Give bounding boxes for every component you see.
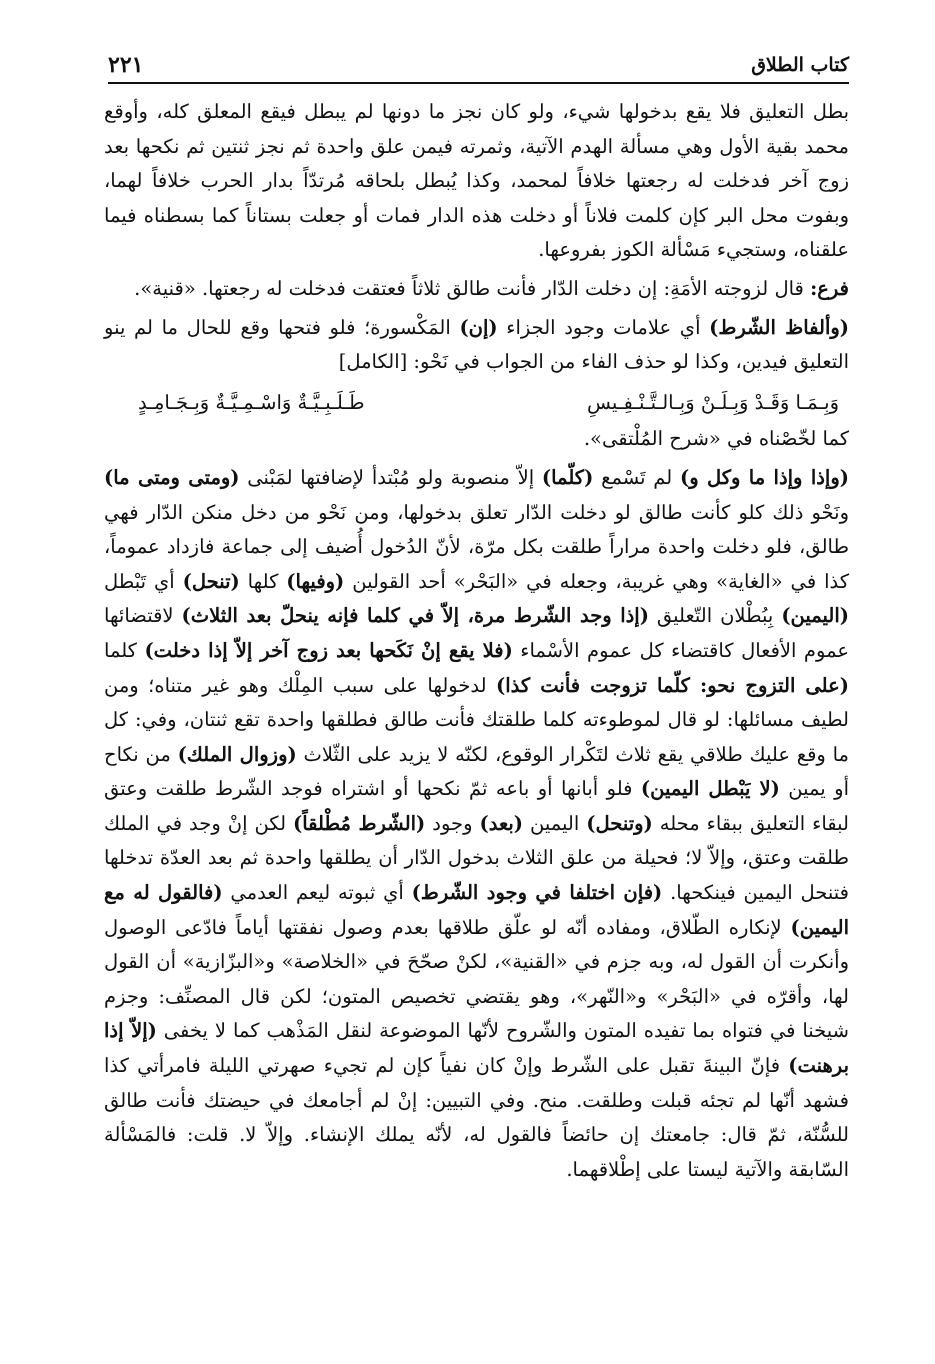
matn-phrase: (وإذا وإذا ما وكل و) bbox=[679, 465, 849, 489]
sharh-text: إلاّ منصوبة ولو مُبْتدأ لإضافتها لمَبْنى bbox=[239, 465, 542, 489]
paragraph-far3 bbox=[104, 272, 849, 307]
matn-phrase: (بعد) bbox=[479, 811, 524, 835]
page-body bbox=[104, 95, 849, 1187]
far3-text: قال لزوجته الأمَةِ: إن دخلت الدّار فأنت طالق ثلاثاً فعتقت فدخلت له رجعتها. «قنية». bbox=[134, 276, 811, 300]
sharh-text: لإنكاره الطّلاق، ومفاده أنّه لو علّق طلاقها بعدم وصول نفقتها أياماً فادّعى الوصول وأنكرت أن القول له، وبه جزم في «القنية»، لكنْ صحّحَ في «الخلاصة» و«البزّازية» أن القول لها، وأقرّه في «البَحْر» و«النّهر»، وهو يقتضي تخصيص المتون؛ لكن قال المصنِّف: وجزم شيخنا في فتواه بما تفيده المتون والشّروح لأنّها الموضوعة لنقل المَذْهب كما لا يخفى bbox=[104, 915, 849, 1043]
matn-phrase: (تنحل) bbox=[182, 569, 240, 593]
paragraph-shart bbox=[104, 311, 849, 380]
sharh-text: لاقتضائها عموم الأفعال كاقتضاء كل عموم الأسْماء bbox=[104, 604, 849, 662]
sharh-text: من نكاح أو يمين bbox=[104, 742, 849, 801]
sharh-text: ونَحْو ذلك كلو كأنت طالق لو دخلت الدّار تعلق بدخولها، ومن نَحْو من دخل منكن الدّار فهي طالق، فلو دخلت واحدة مراراً طلقت بكل مرّة، لأنّ الدُخول أُضيف إلى جماعة فازداد عموماً، كذا في «الغاية» وهي غريبة، وجعله في «البَحْر» أحد القولين bbox=[104, 500, 850, 593]
verse-first-hemistich: طَـلَـبِـيَّـةٌ وَاسْـمِـيَّـةٌ وَبِـجَـامِـدٍ bbox=[138, 390, 365, 414]
paragraph-continuation: بطل التعليق فلا يقع بدخولها شيء، ولو كان نجز ما دونها لم يبطل فيقع المعلق كله، وأوقع محمد بقية الأول وهي مسألة الهدم الآتية، وثمرته فيمن علق واحدة ثم نجز ثنتين ثم نكحها بعد زوج آخر فدخلت له رجعتها خلافاً لمحمد، وكذا يُبطل بلحاقه مُرتدّاً بدار الحرب خلافاً لهما، وبفوت محل البر كإن كلمت فلاناً أو دخلت هذه الدار فمات أو جعلت بستاناً كما بسطناه فيما علقناه، وستجيء مَسْألة الكوز بفروعها. bbox=[104, 100, 849, 262]
sharh-text: أي ثبوته ليعم العدمي bbox=[222, 881, 412, 905]
matn-phrase: (على التزوج نحو: كلّما تزوجت فأنت كذا) bbox=[496, 673, 849, 697]
shart-text-2: المَكْسورة؛ فلو فتحها وقع للحال ما لم ينو التعليق فيدين، وكذا لو حذف الفاء من الجواب في نَحْو: [الكامل] bbox=[104, 315, 849, 374]
matn-phrase: (ومتى ومتى ما) bbox=[104, 465, 240, 489]
page-number: ٢٢١ bbox=[108, 52, 144, 78]
paragraph-conditions bbox=[104, 461, 849, 1187]
shart-text-1: أي علامات وجود الجزاء bbox=[497, 315, 710, 339]
sharh-text: لم تَسْمع bbox=[593, 465, 680, 489]
shart-heading: (وألفاظ الشّرط) bbox=[709, 315, 850, 339]
matn-phrase: (لا يَبْطل اليمين) bbox=[640, 777, 780, 801]
far3-label: فرع: bbox=[810, 276, 849, 300]
sharh-text: كلها bbox=[239, 569, 287, 593]
verse-second-hemistich: وَبِـمَـا وَقَـدْ وَبِـلَـنْ وَبِـالـتَّـنْـفِـيسِ bbox=[586, 390, 839, 414]
matn-phrase: (وتنحل) bbox=[586, 811, 653, 835]
matn-phrase: (إلاّ إذا برهنت) bbox=[104, 1019, 849, 1078]
matn-phrase: (كلّما) bbox=[541, 465, 594, 489]
poetry-verse bbox=[104, 386, 849, 421]
sharh-text: وجود bbox=[425, 811, 480, 835]
shart-in: (إن) bbox=[459, 315, 498, 339]
sharh-text: فلو أبانها أو باعه ثمّ نكحها أو اشتراه فوجد الشّرط طلقت وعتق لبقاء التعليق ببقاء محله bbox=[104, 777, 849, 835]
sharh-text: بِبُطْلان التّعليق bbox=[648, 604, 782, 628]
sharh-text: فإنّ البينةَ تقبل على الشّرط وإنْ كان نفياً كإن لم تجيء صهرتي الليلة فامرأتي كذا فشهد أنّها لم تجئه قبلت وطلقت. منح. وفي التبيين: إنْ لم أجامعك في حيضتك فأنت طالق للسُّنّة، ثمّ قال: جامعتك إن حائضاً فالقول له، لأنّه يملك الإنشاء. وإلاّ لا. قلت: فالمَسْألة السّابقة والآتية ليستا على إطْلاقهما. bbox=[104, 1054, 849, 1181]
matn-phrase: (إذا وجد الشّرط مرة، إلاّ في كلما فإنه ينحلّ بعد الثلاث) bbox=[181, 604, 649, 628]
after-verse-line: كما لخّصْناه في «شرح المُلْتقى». bbox=[583, 427, 849, 451]
sharh-text: أي تَبْطل bbox=[104, 569, 183, 593]
page-header bbox=[108, 52, 849, 84]
matn-phrase: (فلا يقع إنْ نَكَحها بعد زوج آخر إلاّ إذا دخلت) bbox=[144, 638, 513, 662]
sharh-text: لدخولها على سبب المِلْك وهو غير متناه؛ ومن لطيف مسائلها: لو قال لموطوءته كلما طلقتك فأنت طالق فطلقها واحدة تقع ثنتان، وفي: كل ما وقع عليك طلاقي يقع ثلاث لتَكْرار الوقوع، لكنّه لا يزيد على الثّلاث bbox=[104, 673, 849, 766]
matn-phrase: (اليمين) bbox=[781, 604, 850, 628]
matn-phrase: (فالقول له مع اليمين) bbox=[104, 881, 849, 939]
matn-phrase: (فإن اختلفا في وجود الشّرط) bbox=[411, 881, 663, 905]
sharh-text: لكن إنْ وجد في الملك طلقت وعتق، وإلاّ لا؛ فحيلة من علق الثلاث بدخول الدّار أن يطلقها واحدة ثم بعد العدّة تدخلها فتنحل اليمين فينكحها. bbox=[104, 811, 849, 905]
sharh-text: كلما bbox=[104, 638, 145, 662]
matn-phrase: (وفيها) bbox=[286, 569, 345, 593]
sharh-text: اليمين bbox=[523, 811, 587, 835]
matn-phrase: (وزوال الملك) bbox=[177, 742, 297, 766]
chapter-title: كتاب الطلاق bbox=[751, 54, 849, 76]
matn-phrase: (الشّرط مُطْلقاً) bbox=[293, 811, 426, 835]
